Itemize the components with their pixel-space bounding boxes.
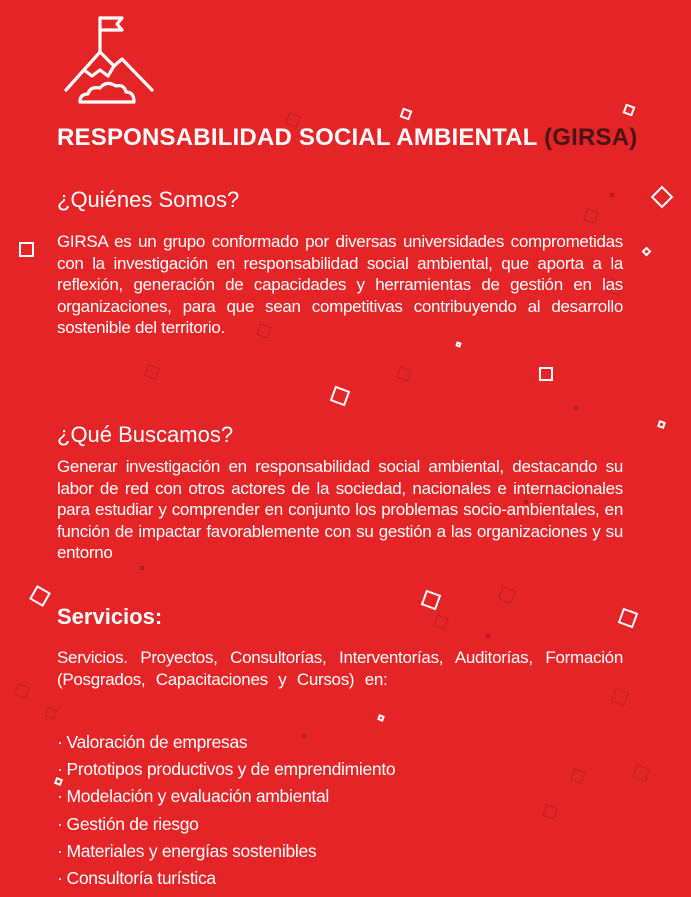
services-list (57, 729, 395, 892)
decorative-square-icon (623, 104, 636, 117)
decorative-square-icon (433, 614, 448, 629)
section-heading-services: Servicios: (57, 604, 163, 629)
decorative-square-icon (29, 585, 51, 607)
list-item: · Valoración de empresas (57, 732, 248, 752)
title-main: RESPONSABILIDAD SOCIAL AMBIENTAL (57, 124, 538, 151)
page-title (57, 124, 637, 152)
decorative-square-icon (330, 386, 351, 407)
decorative-square-icon (144, 364, 159, 379)
list-item: · Materiales y energías sostenibles (57, 840, 317, 861)
decorative-square-icon (421, 590, 442, 611)
decorative-square-icon (396, 366, 411, 381)
decorative-dot (140, 566, 144, 570)
decorative-square-icon (583, 208, 598, 223)
decorative-square-icon (611, 688, 629, 706)
decorative-square-icon (618, 608, 639, 629)
list-item: · Consultoría turística (57, 868, 216, 889)
decorative-square-icon (455, 341, 461, 347)
decorative-square-icon (539, 367, 553, 381)
decorative-dot (610, 193, 614, 197)
decorative-dot (486, 634, 490, 638)
section-text-what: Generar investigación en responsabilidad social ambiental, destacando su labor de red con otros actores de la sociedad, nacionales e internacionales para estudiar y comprender en conjunto los problemas socio-ambientales, en función de impactar favorablemente con su gestión a las organizaciones y su entorno (57, 457, 623, 562)
decorative-square-icon (642, 247, 652, 257)
decorative-square-icon (570, 768, 585, 783)
decorative-square-icon (400, 108, 413, 121)
decorative-square-icon (498, 586, 516, 604)
services-intro: Servicios. Proyectos, Consultorías, Interventorías, Auditorías, Formación (Posgrados, Capacitaciones y Cursos) en: (57, 648, 623, 689)
decorative-square-icon (657, 420, 666, 429)
decorative-square-icon (19, 242, 34, 257)
section-heading-who: ¿Quiénes Somos? (57, 187, 240, 212)
decorative-dot (574, 406, 578, 410)
mountain-flag-icon (62, 14, 158, 106)
section-heading-what: ¿Qué Buscamos? (57, 422, 234, 447)
decorative-square-icon (542, 804, 557, 819)
decorative-square-icon (651, 186, 674, 209)
list-item: · Modelación y evaluación ambiental (57, 786, 330, 807)
list-item: · Gestión de riesgo (57, 813, 199, 834)
list-item: · Prototipos productivos y de emprendimiento (57, 759, 396, 780)
decorative-square-icon (377, 714, 385, 722)
decorative-square-icon (45, 707, 58, 720)
title-accent: (GIRSA) (544, 124, 638, 151)
decorative-square-icon (14, 683, 29, 698)
decorative-square-icon (632, 764, 650, 782)
section-text-who: GIRSA es un grupo conformado por diversas universidades comprometidas con la investigación en responsabilidad social ambiental, que aporta a la reflexión, generación de capacidades y herramientas de gestión en las organizaciones, para que sean competitivas contribuyendo al desarrollo sostenible del territorio. (57, 232, 623, 337)
